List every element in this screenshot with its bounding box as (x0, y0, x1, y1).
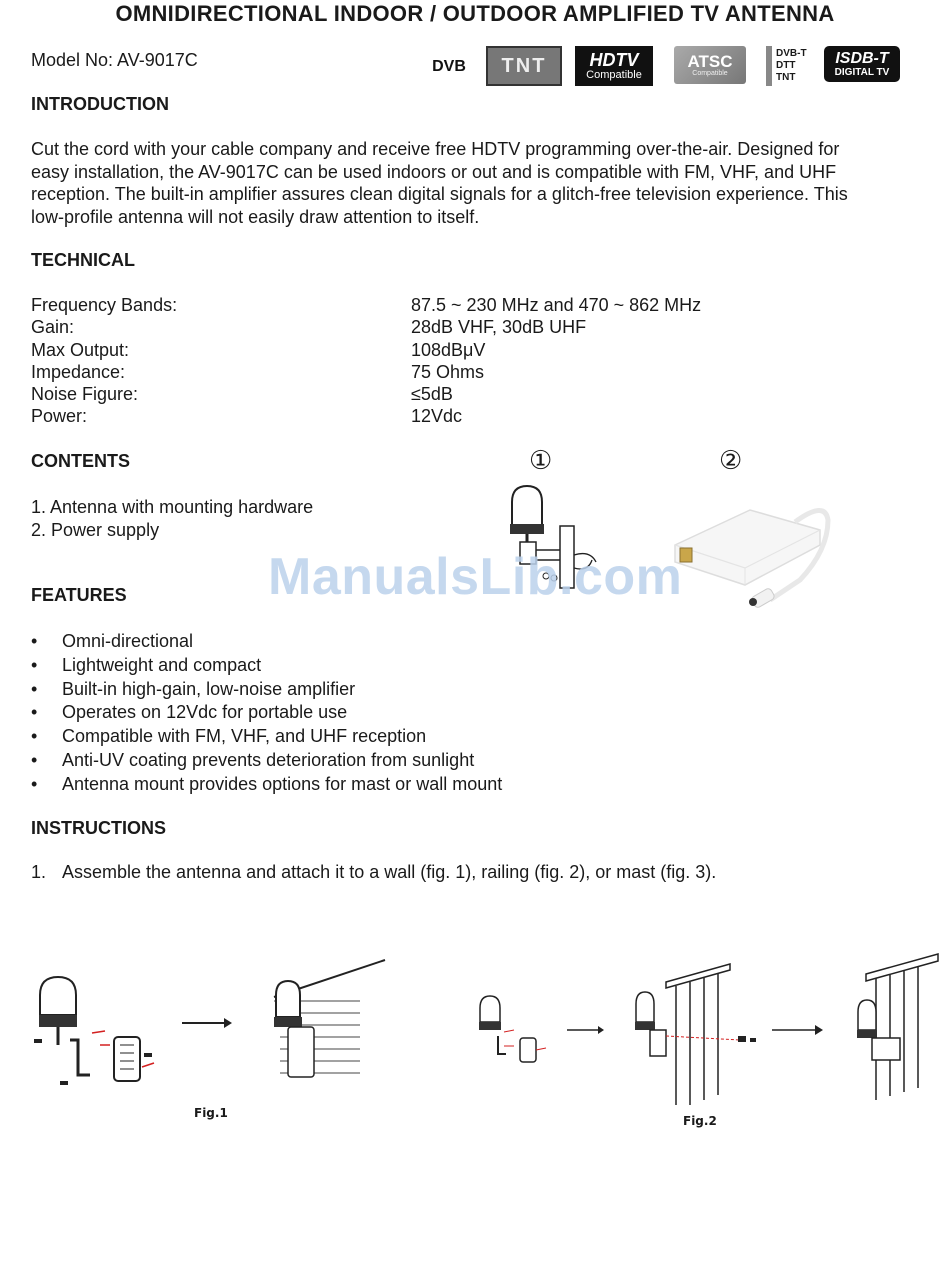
atsc-logo-sub: Compatible (692, 70, 728, 77)
spec-label: Frequency Bands: (31, 295, 178, 315)
tnt-logo-text: TNT (501, 54, 547, 77)
list-item: • Antenna mount provides options for mast or wall mount (31, 773, 502, 797)
technical-heading: TECHNICAL (31, 250, 135, 270)
atsc-logo (674, 46, 746, 84)
features-heading: FEATURES (31, 585, 127, 605)
instructions-heading: INSTRUCTIONS (31, 818, 166, 838)
intro-line: reception. The built-in amplifier assures clean digital signals for a glitch-free television experience. This (31, 184, 848, 204)
list-item: 1. Antenna with mounting hardware (31, 497, 314, 517)
spec-label: Noise Figure: (31, 384, 139, 404)
isdb-logo-text: ISDB-T (835, 49, 889, 67)
intro-line: easy installation, the AV-9017C can be used indoors or out and is compatible with FM, VHF, and UHF (31, 161, 837, 182)
hdtv-logo (575, 46, 653, 86)
spec-value: 12Vdc (411, 406, 463, 426)
fig2-railing-mounted (857, 954, 938, 1100)
fig2-illustration (470, 950, 945, 1110)
spec-row (31, 317, 587, 338)
list-item: • Operates on 12Vdc for portable use (31, 701, 502, 725)
list-item: • Built-in high-gain, low-noise amplifier (31, 678, 502, 702)
hdtv-logo-text: HDTV (589, 50, 639, 70)
fig1-wall-mounted (274, 960, 385, 1077)
spec-row (31, 362, 485, 383)
atsc-logo-text: ATSC (687, 52, 733, 71)
item-marker-2: ② (719, 446, 743, 476)
spec-row (31, 340, 486, 361)
introduction-heading: INTRODUCTION (31, 94, 169, 114)
isdb-logo-sub: DIGITAL TV (834, 66, 890, 78)
fig1-illustration (30, 955, 400, 1105)
dtt-text: DTT (776, 60, 796, 71)
hdtv-logo-sub: Compatible (586, 69, 642, 81)
spec-value: 28dB VHF, 30dB UHF (411, 317, 587, 337)
arrow-icon (182, 1018, 232, 1028)
spec-label: Power: (31, 406, 88, 426)
arrow-icon (772, 1025, 823, 1035)
tnt-logo (486, 46, 562, 86)
spec-row (31, 384, 453, 405)
item-marker-1: ① (529, 446, 553, 476)
isdb-logo (824, 46, 900, 82)
step-text: Assemble the antenna and attach it to a wall (fig. 1), railing (fig. 2), or mast (fig. 3). (62, 862, 717, 882)
dvb-logo-text: DVB (432, 58, 466, 75)
contents-heading: CONTENTS (31, 451, 130, 471)
list-item: • Lightweight and compact (31, 654, 502, 678)
spec-value: 87.5 ~ 230 MHz and 470 ~ 862 MHz (411, 295, 702, 315)
list-item: • Anti-UV coating prevents deterioration from sunlight (31, 749, 502, 773)
fig1-exploded-antenna (34, 977, 154, 1085)
fig1-label: Fig.1 (194, 1106, 228, 1120)
dvbt-text: DVB-T (776, 48, 807, 59)
list-item: • Compatible with FM, VHF, and UHF reception (31, 725, 502, 749)
instruction-step (31, 862, 717, 883)
intro-line: low-profile antenna will not easily draw attention to itself. (31, 206, 480, 227)
step-number: 1. (31, 862, 47, 882)
introduction-text (31, 138, 921, 228)
spec-value: 75 Ohms (411, 362, 485, 382)
fig2-label: Fig.2 (683, 1114, 717, 1128)
list-item: 2. Power supply (31, 519, 160, 540)
power-supply-illustration (660, 490, 835, 615)
spec-label: Impedance: (31, 362, 126, 382)
page-title: OMNIDIRECTIONAL INDOOR / OUTDOOR AMPLIFIED TV ANTENNA (115, 1, 835, 26)
spec-label: Gain: (31, 317, 75, 337)
spec-row (31, 406, 463, 427)
watermark: ManualsLib.com (268, 548, 683, 606)
features-list (31, 630, 502, 797)
spec-value: 108dBμV (411, 340, 486, 360)
spec-value: ≤5dB (411, 384, 453, 404)
model-number: Model No: AV-9017C (31, 50, 198, 70)
spec-row (31, 295, 702, 316)
dvb-logo (428, 46, 470, 88)
dvbt-dtt-tnt-logo (766, 46, 826, 86)
tnt-small-text: TNT (776, 72, 796, 83)
spec-label: Max Output: (31, 340, 130, 360)
intro-line: Cut the cord with your cable company and receive free HDTV programming over-the-air. Designed for (31, 139, 840, 159)
fig2-exploded-antenna (479, 996, 546, 1062)
arrow-icon (567, 1026, 604, 1034)
fig2-railing-exploded (635, 964, 756, 1105)
contents-list (31, 496, 313, 541)
list-item: • Omni-directional (31, 630, 502, 654)
